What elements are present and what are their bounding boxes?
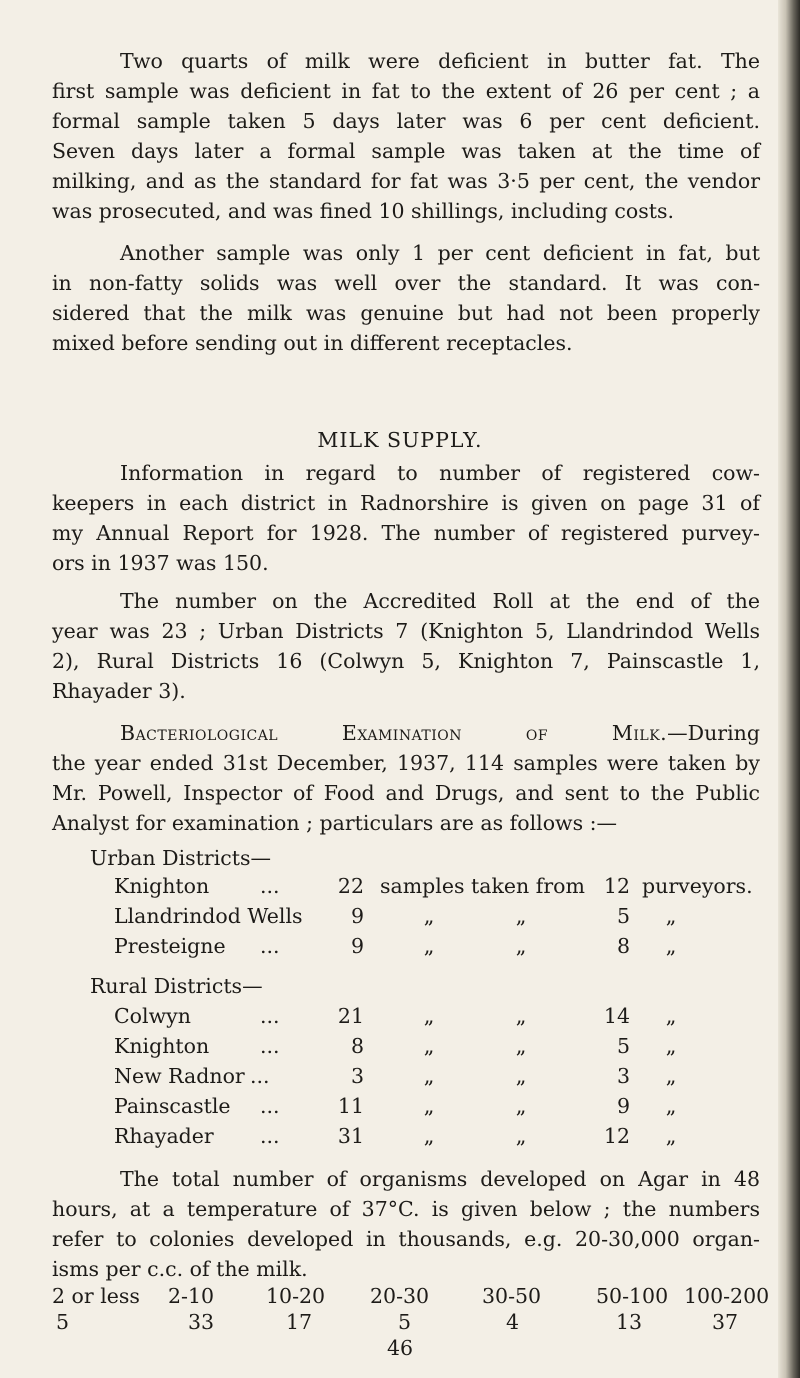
range-header: 20-30: [370, 1284, 430, 1308]
range-header: 2-10: [168, 1284, 215, 1308]
paragraph-accredited-roll: The number on the Accredited Roll at the end of the year was 23 ; Urban Districts 7 (Knighton 5, Llandrindod Wells 2), Rural Districts 16 (Colwyn 5, Knighton 7, Painscastle 1, Rhayader 3).: [52, 589, 760, 703]
urban-districts-label: Urban Districts—: [90, 846, 271, 870]
paragraph-bacteriological: Bacteriological Examination of Milk.—During the year ended 31st December, 1937, 114 samples were taken by Mr. Powell, Inspector of Food and Drugs, and sent to the Public Analyst for examination ; particulars are as follows :—: [52, 721, 760, 835]
range-header: 2 or less: [52, 1284, 140, 1308]
count-value: 4: [506, 1310, 520, 1334]
range-header: 100-200: [684, 1284, 770, 1308]
rural-districts-label: Rural Districts—: [90, 974, 263, 998]
count-value: 33: [188, 1310, 215, 1334]
paragraph-butter-fat: Two quarts of milk were deficient in butter fat. The first sample was deficient in fat to the extent of 26 per cent ; a formal sample taken 5 days later was 6 per cent deficient. Seven days later a formal sample was taken at the time of milking, and as the standard for fat was 3·5 per cent, the vendor was prosecuted, and was fined 10 shillings, including costs.: [52, 49, 760, 223]
count-value: 5: [56, 1310, 70, 1334]
document-page: Two quarts of milk were deficient in butter fat. The first sample was deficient in fat to the extent of 26 per cent ; a formal sample taken 5 days later was 6 per cent deficient. Seven days later a formal sample was taken at the time of milking, and as the standard for fat was 3·5 per cent, the vendor was prosecuted, and was fined 10 shillings, including costs. Another sample was only 1 per cent deficient in fat, but in non-fatty solids was well over the standard. It was con- sidered that the milk was genuine but had not been properly mixed before sending out in different receptacles. MILK SUPPLY. Information in regard to number of registered cow- keepers in each district in Radnorshire is given on page 31 of my Annual Report for 1928. The number of registered purvey- ors in 1937 was 150. The number on the Accredited Roll at the end of the year was 23 ; Urban Districts 7 (Knighton 5, Llandrindod Wells 2), Rural Districts 16 (Colwyn 5, Knighton 7, Painscastle 1, Rhayader 3). Bacteriological Examination of Milk.—During the year ended 31st December, 1937, 114 samples were taken by Mr. Powell, Inspector of Food and Drugs, and sent to the Public Analyst for examination ; particulars are as follows :— Urban Districts— Knighton ... 22 samples taken from 12 purveyors. Llandrindod Wells 9 „ „ 5 „ Presteigne ... 9 „ „ 8 „ Rural Districts— Colwyn ... 21 „ „ 14 „ Knighton ... 8 „ „ 5 „ New Radnor ... 3 „ „ 3 „ Painscastle ... 11 „ „ 9 „ Rhayader ... 31 „ „ 12 „ The total number of organisms developed on Agar in 48 hours, at a temperature of 37°C. is given below ; the numbers refer to colonies developed in thousands, e.g. 20-30,000 organ- isms per c.c. of the milk. 2 or less 2-10 10-20 20-30 30-50 50-100 100-200 5 33 17 5 4 13 37 46: [0, 0, 800, 1378]
count-value: 37: [712, 1310, 739, 1334]
section-heading-milk-supply: MILK SUPPLY.: [317, 428, 483, 452]
range-header: 50-100: [596, 1284, 669, 1308]
paragraph-organisms: The total number of organisms developed on Agar in 48 hours, at a temperature of 37°C. is given below ; the numbers refer to colonies developed in thousands, e.g. 20-30,000 organ- isms per c.c. of the milk.: [52, 1167, 760, 1281]
page-number: 46: [386, 1336, 414, 1360]
count-value: 17: [286, 1310, 313, 1334]
paragraph-cowkeepers: Information in regard to number of registered cow- keepers in each district in Radnorshire is given on page 31 of my Annual Report for 1928. The number of registered purvey- ors in 1937 was 150.: [52, 461, 760, 575]
page-edge-shadow: [778, 0, 800, 1378]
range-header: 30-50: [482, 1284, 542, 1308]
count-value: 5: [398, 1310, 412, 1334]
run-in-title: Bacteriological Examination of Milk.: [120, 721, 668, 745]
count-value: 13: [616, 1310, 643, 1334]
range-header: 10-20: [266, 1284, 326, 1308]
paragraph-another-sample: Another sample was only 1 per cent deficient in fat, but in non-fatty solids was well over the standard. It was con- sidered that the milk was genuine but had not been properly mixed before sending out in different receptacles.: [52, 241, 760, 355]
